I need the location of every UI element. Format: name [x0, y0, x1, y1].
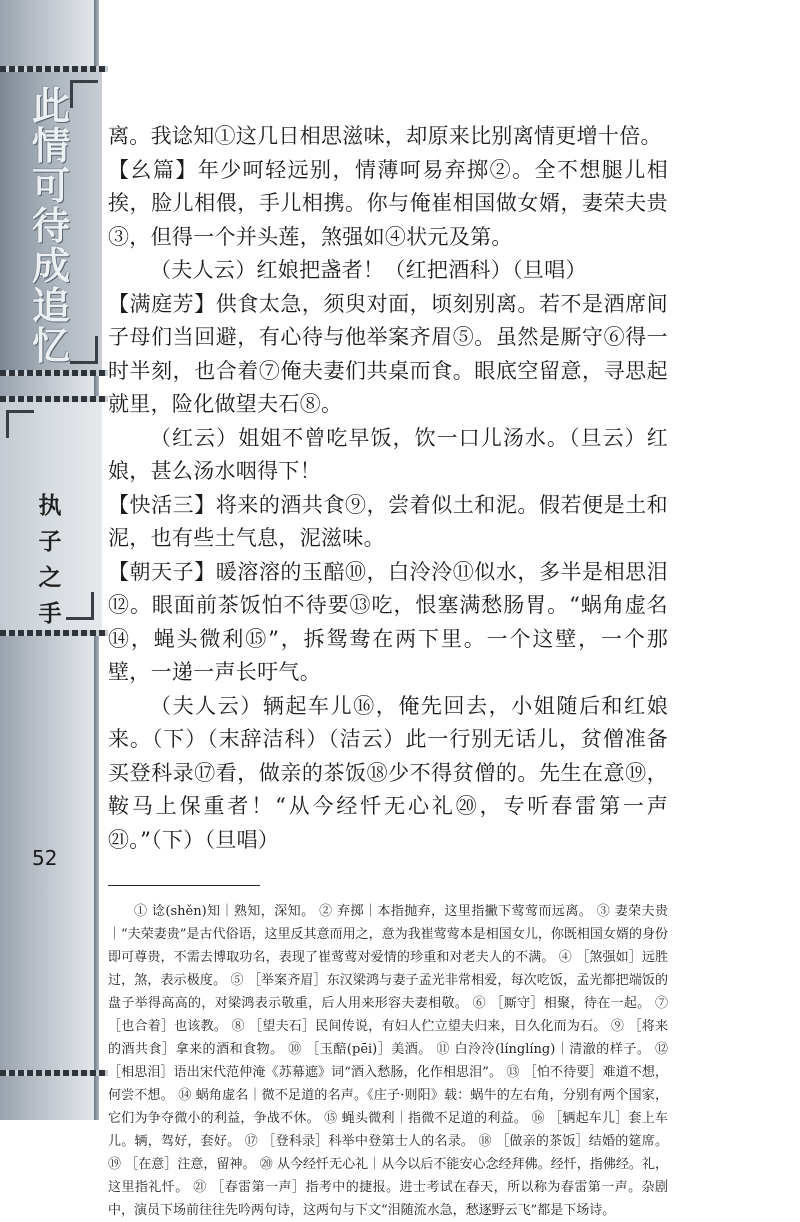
section-char: 执: [38, 492, 62, 519]
vertical-book-title: [8, 83, 94, 368]
paragraph: 【满庭芳】供食太急，须臾对面，顷刻别离。若不是酒席间子母们当回避，有心待与他举案齐眉⑤。虽然是厮守⑥得一时半刻，也合着⑦俺夫妻们共桌而食。眼底空留意，寻思起就里，险化做望夫石⑧。: [108, 291, 668, 416]
title-char: 情: [31, 123, 70, 168]
ornament-bar-top: [0, 66, 108, 72]
section-char: 之: [38, 564, 62, 591]
title-char: 待: [31, 203, 70, 248]
ornament-bar-middle: [0, 370, 108, 376]
ornament-bar-bottom: [0, 1070, 108, 1076]
title-char: 此: [31, 83, 70, 128]
paragraph: （红云）姐姐不曾吃早饭，饮一口儿汤水。（旦云）红娘，甚么汤水咽得下！: [108, 425, 668, 483]
title-char: 忆: [31, 323, 70, 368]
paragraph: 【幺篇】年少呵轻远别，情薄呵易弃掷②。全不想腿儿相挨，脸儿相偎，手儿相携。你与俺崔相国做女婿，妻荣夫贵③，但得一个并头莲，煞强如④状元及第。: [108, 157, 668, 249]
title-char: 可: [31, 163, 70, 208]
paragraph: 【朝天子】暖溶溶的玉醅⑩，白泠泠⑪似水，多半是相思泪⑫。眼面前茶饭怕不待要⑬吃，恨塞满愁肠胃。“蜗角虚名⑭，蝇头微利⑮”，拆鸳鸯在两下里。一个这壁，一个那壁，一递一声长吁气。: [108, 559, 668, 684]
paragraph: （夫人云）红娘把盏者！（红把酒科）（旦唱）: [150, 258, 587, 282]
paragraph: （夫人云）辆起车儿⑯，俺先回去，小姐随后和红娘来。（下）（末辞洁科）（洁云）此一行别无话儿，贫僧准备买登科录⑰看，做亲的茶饭⑱少不得贫僧的。先生在意⑲，鞍马上保重者！“从今经忏无心礼⑳，专听春雷第一声㉑。”（下）（旦唱）: [108, 693, 668, 852]
title-char: 成: [31, 243, 70, 288]
title-char: 追: [31, 283, 70, 328]
main-text: [108, 120, 668, 1222]
footnote-divider: [108, 885, 260, 886]
section-char: 手: [38, 600, 62, 627]
paragraph: 离。我谂知①这几日相思滋味，却原来比别离情更增十倍。: [108, 124, 662, 148]
ornament-corner-icon: [6, 410, 34, 438]
ornament-bar-section-top: [0, 396, 108, 402]
vertical-section-title: [20, 488, 80, 632]
section-char: 子: [38, 528, 62, 555]
footnotes: ① 谂(shěn)知｜熟知，深知。 ② 弃掷｜本指抛弃，这里指撇下莺莺而远离。 ③ 妻荣夫贵｜“夫荣妻贵”是古代俗语，这里反其意而用之，意为我崔莺莺本是相国女儿，你既相国女婿的身份即可尊贵，不需去博取功名，表现了崔莺莺对爱情的珍重和对老夫人的不满。 ④ ［煞强如］远胜过，煞，表示极度。 ⑤ ［举案齐眉］东汉梁鸿与妻子孟光非常相爱，每次吃饭，孟光都把端饭的盘子举得高高的，对梁鸿表示敬重，后人用来形容夫妻相敬。 ⑥ ［厮守］相聚，待在一起。 ⑦ ［也合着］也该教。 ⑧ ［望夫石］民间传说，有妇人伫立望夫归来，日久化而为石。 ⑨ ［将来的酒共食］拿来的酒和食物。 ⑩ ［玉醅(pēi)］美酒。 ⑪ 白泠泠(línglíng)｜清澈的样子。 ⑫ ［相思泪］语出宋代范仲淹《苏幕遮》词“酒入愁肠，化作相思泪”。 ⑬ ［怕不待要］难道不想，何尝不想。 ⑭ 蜗角虚名｜微不足道的名声。《庄子·则阳》载：蜗牛的左右角，分别有两个国家，它们为争夺微小的利益，争战不休。 ⑮ 蝇头微利｜指微不足道的利益。 ⑯ ［辆起车儿］套上车儿。辆，驾好，套好。 ⑰ ［登科录］科举中登第士人的名录。 ⑱ ［做亲的茶饭］结婚的筵席。 ⑲ ［在意］注意，留神。 ⑳ 从今经忏无心礼｜从今以后不能安心念经拜佛。经忏，指佛经。礼，这里指礼忏。 ㉑ ［春雷第一声］指考中的捷报。进士考试在春天，所以称为春雷第一声。杂剧中，演员下场前往往先吟两句诗，这两句与下文“泪随流水急，愁逐野云飞”都是下场诗。: [108, 904, 668, 1218]
paragraph: 【快活三】将来的酒共食⑨，尝着似土和泥。假若便是土和泥，也有些土气息，泥滋味。: [108, 492, 668, 550]
page-number: 52: [32, 846, 58, 870]
